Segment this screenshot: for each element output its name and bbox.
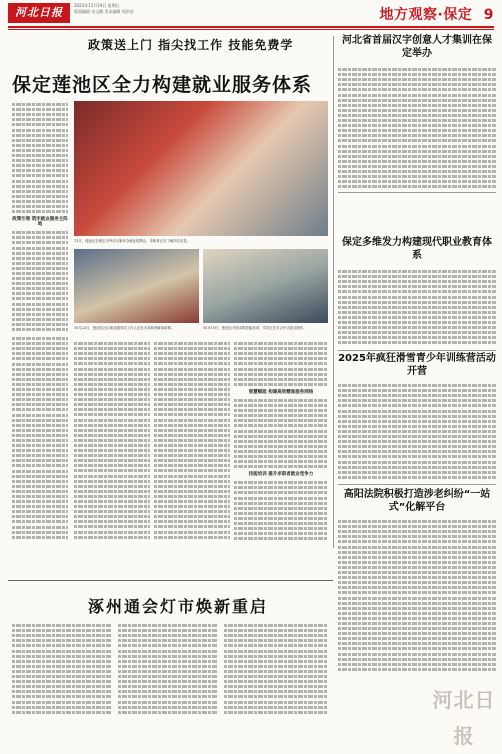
newspaper-watermark: 河北日报	[432, 688, 496, 748]
newspaper-logo: 河北日报	[8, 3, 70, 23]
bottom-story-title: 涿州通会灯市焕新重启	[88, 597, 269, 616]
lead-subhead-3: 技能培训 提升求职者就业竞争力	[248, 472, 314, 478]
lead-subhead-1: 政策引领 筑牢就业服务主阵地	[12, 217, 68, 228]
side-story-3-text	[338, 382, 496, 482]
bottom-story-rule	[8, 580, 333, 581]
masthead	[0, 0, 502, 28]
lead-subhead-2: 智慧赋能 构建高效精准服务网络	[248, 389, 314, 395]
lead-photo-caption-1: 11月，莲池区在保定市劳动大厦举办就业招聘会，求职者正在了解岗位信息。	[74, 239, 191, 243]
bottom-text-col-2	[118, 622, 218, 716]
masthead-meta	[74, 3, 164, 15]
lead-text-col-1	[12, 101, 68, 331]
side-story-1-text	[338, 66, 496, 190]
side-divider-3	[338, 484, 496, 485]
lead-photo-main	[74, 101, 328, 236]
side-story-2-text	[338, 268, 496, 348]
lead-kicker: 政策送上门 指尖找工作 技能免费学	[88, 38, 294, 52]
bottom-text-col-3	[224, 622, 328, 716]
lead-text-col-2	[74, 340, 150, 545]
column-divider	[333, 36, 334, 548]
lead-text-col-4	[234, 340, 328, 545]
side-story-3-title: 2025年疯狂滑雪青少年训练营活动开营	[338, 353, 496, 377]
masthead-editors: 版面编辑 宋文静 美术编辑 周洪雷	[74, 9, 134, 14]
side-story-4-title: 高阳法院积极打造涉老纠纷“一站式”化解平台	[343, 489, 491, 513]
lead-text-col-1b	[12, 335, 68, 545]
section-name: 地方观察·保定	[379, 7, 473, 23]
lead-photo-right	[203, 249, 328, 323]
masthead-rule	[8, 26, 494, 28]
masthead-date: 2023年11月19日 星期日	[74, 3, 120, 8]
side-divider-1	[338, 192, 496, 193]
lead-photo-left	[74, 249, 199, 323]
lead-text-col-3	[154, 340, 230, 545]
lead-title: 保定莲池区全力构建就业服务体系	[12, 74, 313, 96]
side-story-4-text	[338, 518, 496, 678]
bottom-text-col-1	[12, 622, 112, 716]
side-divider-2	[338, 350, 496, 351]
lead-photo-caption-2: 10月23日，莲池区社区就业服务站工作人员在为求职者解读政策。	[74, 326, 175, 330]
masthead-rule-thin	[8, 29, 494, 30]
lead-photo-caption-3: 10月19日，莲池区开展求职技能培训，学员正在学习中式面点制作。	[203, 326, 307, 330]
side-story-1-title: 河北省首届汉字创意人才集训在保定举办	[342, 35, 492, 59]
side-story-2-title: 保定多维发力构建现代职业教育体系	[342, 237, 492, 261]
page-number: 9	[483, 7, 494, 23]
section-title	[380, 4, 494, 24]
